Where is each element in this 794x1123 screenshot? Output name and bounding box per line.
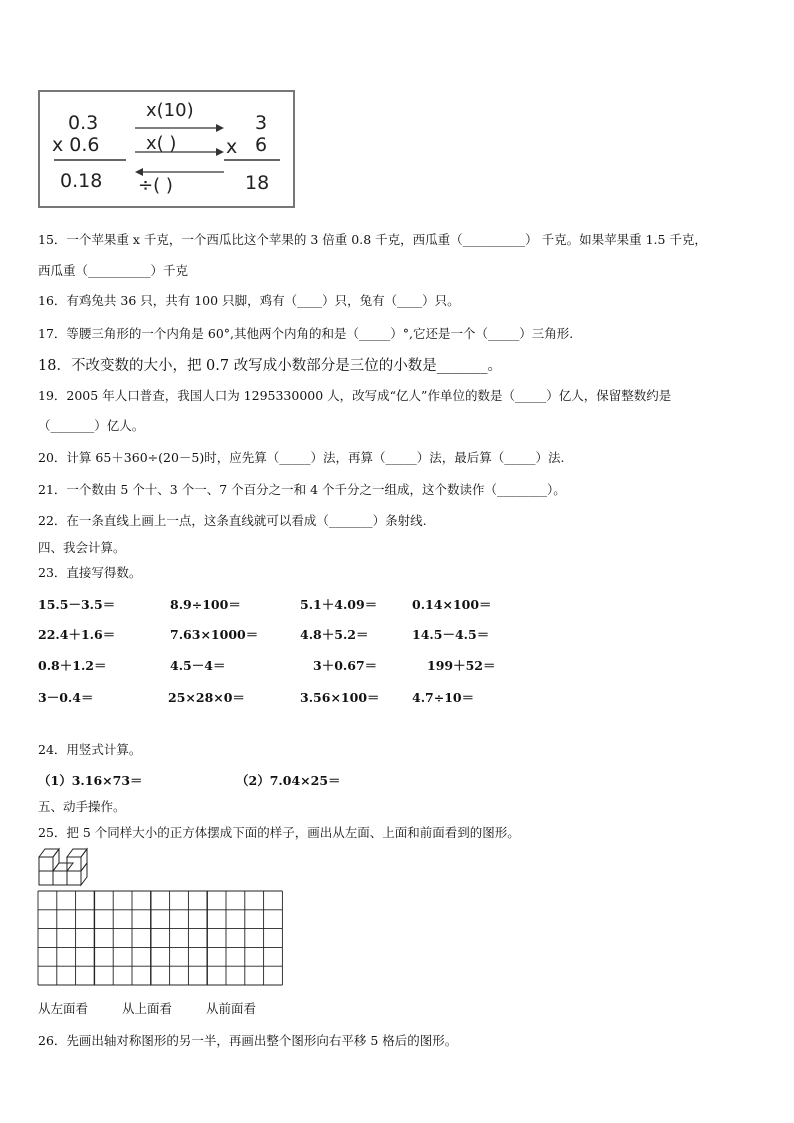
label-front-view: 从前面看 <box>206 1001 257 1016</box>
label-left-view: 从左面看 <box>38 1001 89 1016</box>
question-20: 20．计算 65＋360÷(20－5)时，应先算（_____）法，再算（_____）法，最后算（_____）法. <box>38 450 565 465</box>
left-top-number: 0.3 <box>68 112 99 134</box>
question-24-item2: （2）7.04×25＝ <box>236 773 341 788</box>
calc-r1-c1: 15.5－3.5＝ <box>38 597 116 612</box>
arrow-head-2 <box>216 148 224 156</box>
times-sign: x <box>226 136 238 158</box>
right-top-number: 3 <box>255 112 268 134</box>
arrow1-label: x(10) <box>146 100 194 121</box>
right-mid-number: 6 <box>255 134 268 156</box>
question-24-item1: （1）3.16×73＝ <box>38 773 143 788</box>
question-19-line2: （_______）亿人。 <box>38 418 145 433</box>
calc-r3-c3: 3＋0.67＝ <box>313 658 378 673</box>
cube-arrangement-figure <box>37 845 99 887</box>
question-21: 21．一个数由 5 个十、3 个一、7 个百分之一和 4 个千分之一组成，这个数读作（________）。 <box>38 482 566 497</box>
question-18: 18．不改变数的大小，把 0.7 改写成小数部分是三位的小数是_______。 <box>38 358 502 374</box>
multiplication-figure <box>38 90 295 208</box>
calc-r2-c1: 22.4＋1.6＝ <box>38 627 116 642</box>
calc-r2-c3: 4.8＋5.2＝ <box>300 627 369 642</box>
question-22: 22．在一条直线上画上一点，这条直线就可以看成（_______）条射线. <box>38 513 427 528</box>
calc-r2-c4: 14.5－4.5＝ <box>412 627 490 642</box>
calc-r1-c2: 8.9÷100＝ <box>170 597 241 612</box>
question-24-title: 24．用竖式计算。 <box>38 742 142 757</box>
calc-r3-c2: 4.5－4＝ <box>170 658 226 673</box>
label-top-view: 从上面看 <box>122 1001 173 1016</box>
question-19-line1: 19．2005 年人口普查，我国人口为 1295330000 人，改写成“亿人”作单位的数是（_____）亿人，保留整数约是 <box>38 388 672 403</box>
left-bottom-number: 0.18 <box>60 170 103 192</box>
section-4-heading: 四、我会计算。 <box>38 540 126 555</box>
calc-r3-c1: 0.8＋1.2＝ <box>38 658 107 673</box>
section-5-heading: 五、动手操作。 <box>38 799 126 814</box>
arrow2-label: x( ) <box>146 133 177 154</box>
calc-r4-c1: 3－0.4＝ <box>38 690 94 705</box>
left-mid-number: x 0.6 <box>52 134 100 156</box>
question-15-line2: 西瓜重（__________）千克 <box>38 263 189 278</box>
arrow3-label: ÷( ) <box>138 175 173 196</box>
question-23-title: 23．直接写得数。 <box>38 565 142 580</box>
right-bottom-number: 18 <box>245 172 270 194</box>
calc-r4-c2: 25×28×0＝ <box>168 690 245 705</box>
question-17: 17．等腰三角形的一个内角是 60°,其他两个内角的和是（_____）°,它还是一个（_____）三角形. <box>38 326 574 341</box>
calc-r1-c3: 5.1＋4.09＝ <box>300 597 378 612</box>
calc-r3-c4: 199＋52＝ <box>427 658 496 673</box>
question-26: 26．先画出轴对称图形的另一半，再画出整个图形向右平移 5 格后的图形。 <box>38 1033 458 1048</box>
question-16: 16．有鸡兔共 36 只，共有 100 只脚，鸡有（____）只，兔有（____）只。 <box>38 293 460 308</box>
calc-r1-c4: 0.14×100＝ <box>412 597 492 612</box>
drawing-grid <box>37 890 285 986</box>
calc-r4-c3: 3.56×100＝ <box>300 690 380 705</box>
question-25-title: 25．把 5 个同样大小的正方体摆成下面的样子，画出从左面、上面和前面看到的图形。 <box>38 825 520 840</box>
arrow-head-1 <box>216 124 224 132</box>
question-15-line1: 15．一个苹果重 x 千克，一个西瓜比这个苹果的 3 倍重 0.8 千克，西瓜重（__________） 千克。如果苹果重 1.5 千克， <box>38 232 707 247</box>
calc-r4-c4: 4.7÷10＝ <box>412 690 475 705</box>
calc-r2-c2: 7.63×1000＝ <box>170 627 259 642</box>
